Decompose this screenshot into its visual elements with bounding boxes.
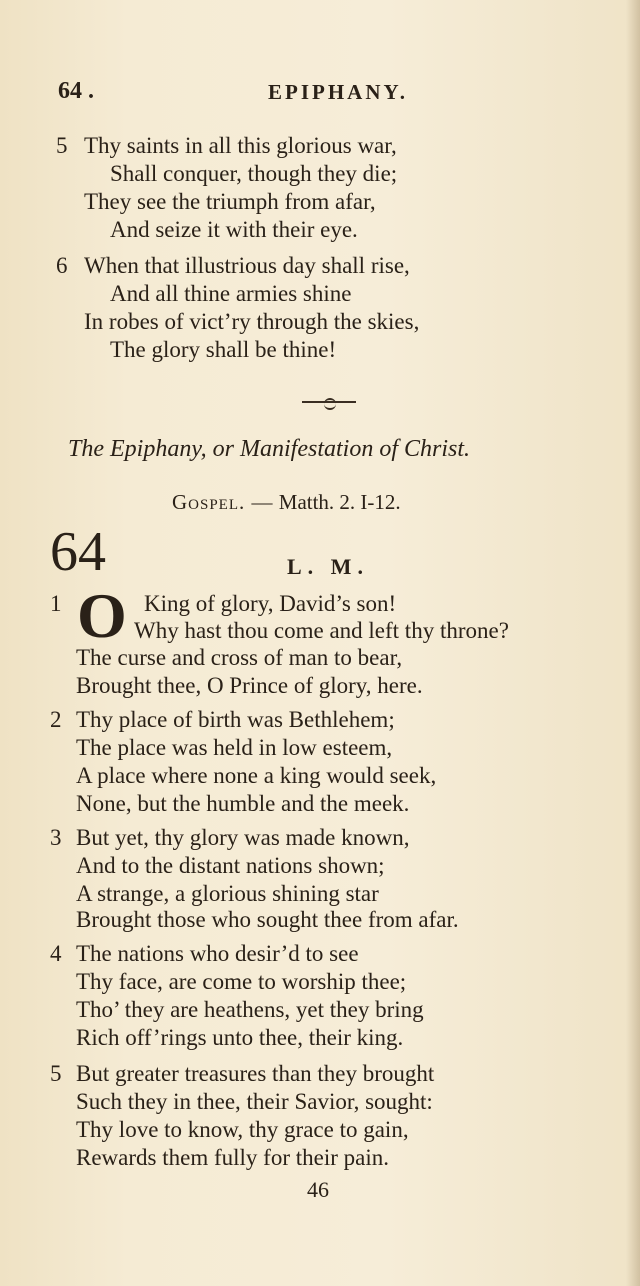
verse-line: Rich off’rings unto thee, their king. — [76, 1025, 404, 1050]
verse-line: Brought thee, O Prince of glory, here. — [76, 673, 423, 698]
verse-line: None, but the humble and the meek. — [76, 791, 410, 816]
drop-cap: O — [77, 580, 127, 651]
verse-line: When that illustrious day shall rise, — [84, 253, 410, 278]
verse-line: And to the distant nations shown; — [76, 853, 385, 878]
stanza-number: 3 — [50, 825, 62, 850]
verse-line: Shall conquer, though they die; — [110, 161, 398, 186]
header-title: EPIPHANY. — [268, 80, 408, 104]
verse-line: Brought those who sought thee from afar. — [76, 907, 459, 932]
hymn-subtitle: The Epiphany, or Manifestation of Christ. — [68, 436, 471, 462]
running-header — [58, 78, 600, 112]
verse-line: And seize it with their eye. — [110, 217, 358, 242]
verse-line: King of glory, David’s son! — [144, 591, 397, 616]
verse-line: Thy saints in all this glorious war, — [84, 133, 397, 158]
stanza-number: 5 — [50, 1061, 62, 1086]
stanza-number: 2 — [50, 707, 62, 732]
stanza-number: 4 — [50, 941, 62, 966]
verse-line: A strange, a glorious shining star — [76, 881, 379, 906]
verse-line: Thy face, are come to worship thee; — [76, 969, 407, 994]
verse-line: The curse and cross of man to bear, — [76, 645, 403, 670]
verse-line: They see the triumph from afar, — [84, 189, 376, 214]
verse-line: The place was held in low esteem, — [76, 735, 393, 760]
verse-line: Thy love to know, thy grace to gain, — [76, 1117, 409, 1142]
verse-line: Tho’ they are heathens, yet they bring — [76, 997, 424, 1022]
verse-line: Rewards them fully for their pain. — [76, 1145, 389, 1170]
verse-line: Thy place of birth was Bethlehem; — [76, 707, 395, 732]
section-divider-ornament — [302, 397, 356, 407]
verse-line: Such they in thee, their Savior, sought: — [76, 1089, 433, 1114]
verse-line: In robes of vict’ry through the skies, — [84, 309, 420, 334]
header-page-number: 64 . — [58, 78, 94, 104]
hymn-meter: L. M. — [287, 554, 369, 579]
hymn-number: 64 — [50, 521, 106, 583]
verse-line: But yet, thy glory was made known, — [76, 825, 410, 850]
gospel-reference — [172, 490, 401, 515]
stanza-number: 5 — [56, 133, 68, 158]
verse-line: But greater treasures than they brought — [76, 1061, 435, 1086]
verse-line: Why hast thou come and left thy throne? — [134, 618, 509, 643]
gospel-citation: Matth. 2. I-12. — [278, 490, 401, 514]
verse-line: And all thine armies shine — [110, 281, 352, 306]
stanza-number: 6 — [56, 253, 68, 278]
page-edge-shadow — [626, 0, 640, 1286]
verse-line: The glory shall be thine! — [110, 337, 337, 362]
gospel-label: Gospel. — — [172, 490, 274, 514]
verse-line: A place where none a king would seek, — [76, 763, 437, 788]
verse-line: The nations who desir’d to see — [76, 941, 359, 966]
page-folio: 46 — [307, 1177, 329, 1202]
stanza-number: 1 — [50, 591, 62, 616]
